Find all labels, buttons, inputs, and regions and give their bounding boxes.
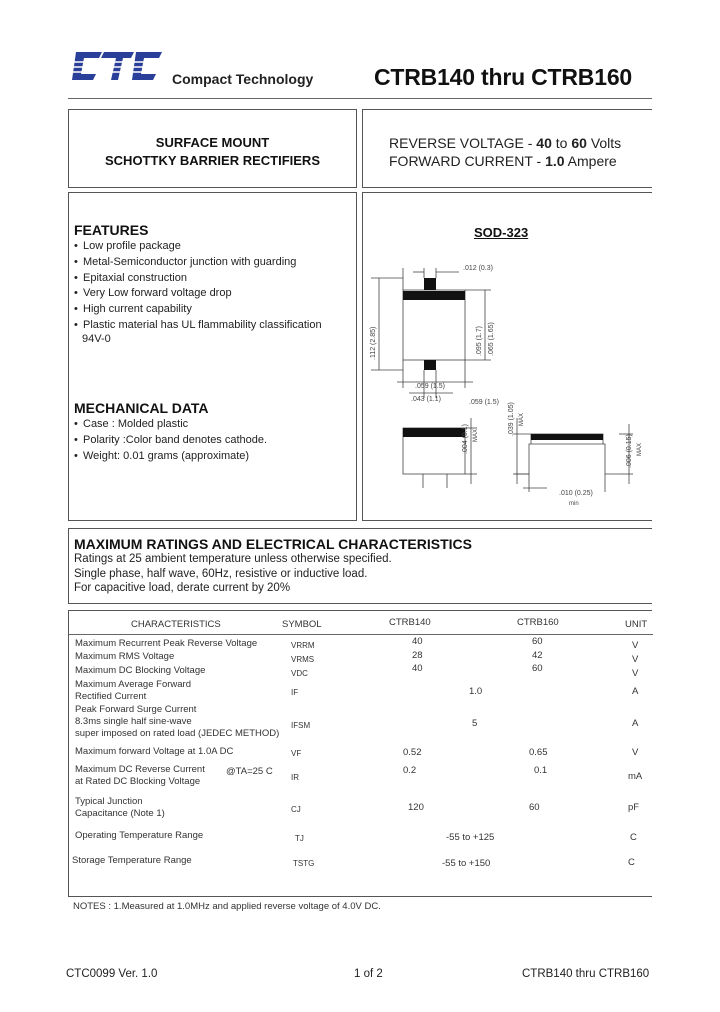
- table-header-divider: [69, 634, 653, 635]
- ratings-note-2: Single phase, half wave, 60Hz, resistive or inductive load.: [74, 568, 368, 580]
- row-symbol: TSTG: [293, 859, 315, 868]
- footer-page-number: 1 of 2: [354, 968, 383, 980]
- dim-label: .095 (1.7): [476, 326, 483, 356]
- row-value-ctrb140: 28: [412, 650, 423, 661]
- dim-label: .043 (1.1): [411, 396, 441, 403]
- ratings-intro-box: [68, 528, 652, 604]
- feature-item: • Low profile package: [74, 239, 354, 255]
- ratings-note-3: For capacitive load, derate current by 20%: [74, 582, 291, 594]
- features-title: FEATURES: [74, 222, 149, 238]
- feature-item: • Very Low forward voltage drop: [74, 286, 354, 302]
- header-divider: [68, 98, 652, 99]
- col-header-symbol: SYMBOL: [282, 619, 322, 630]
- row-characteristic: Maximum RMS Voltage: [75, 651, 175, 662]
- row-characteristic: Maximum DC Blocking Voltage: [75, 665, 206, 676]
- dim-label: .065 (1.65): [488, 322, 495, 356]
- dim-label: min: [569, 501, 579, 507]
- forward-current-spec: FORWARD CURRENT - 1.0 Ampere: [389, 153, 617, 169]
- characteristics-table: [68, 610, 652, 897]
- row-value-shared: -55 to +125: [446, 832, 495, 843]
- row-value-shared: 1.0: [469, 686, 483, 697]
- mechanical-item: • Case : Molded plastic: [74, 417, 354, 433]
- dim-label: .004 (0.1): [462, 424, 469, 454]
- dim-label: .006 (0.15): [626, 434, 633, 468]
- footer-doc-id: CTC0099 Ver. 1.0: [66, 968, 158, 980]
- mechanical-item: • Weight: 0.01 grams (approximate): [74, 449, 354, 465]
- row-characteristic: Maximum DC Reverse Current: [75, 764, 205, 775]
- row-symbol: IFSM: [291, 721, 311, 730]
- row-value-ctrb140: 40: [412, 663, 423, 674]
- ratings-title: MAXIMUM RATINGS AND ELECTRICAL CHARACTERISTICS: [74, 536, 472, 552]
- dim-label: MAX: [519, 412, 525, 426]
- row-value-shared: 5: [472, 718, 478, 729]
- ratings-note-1: Ratings at 25 ambient temperature unless otherwise specified.: [74, 553, 392, 565]
- dim-label: .112 (2.85): [370, 326, 377, 360]
- row-unit: V: [632, 747, 639, 758]
- ctc-logo: [72, 44, 162, 88]
- row-characteristic-cont: Capacitance (Note 1): [75, 808, 165, 819]
- row-value-ctrb160: 0.65: [529, 747, 548, 758]
- table-notes: NOTES : 1.Measured at 1.0MHz and applied reverse voltage of 4.0V DC.: [73, 901, 381, 912]
- mechanical-title: MECHANICAL DATA: [74, 400, 209, 416]
- row-value-ctrb140: 120: [408, 802, 424, 813]
- row-symbol: IR: [291, 773, 299, 782]
- col-header-unit: UNIT: [625, 619, 648, 630]
- spec-box: [362, 109, 652, 188]
- mechanical-item: • Polarity :Color band denotes cathode.: [74, 433, 354, 449]
- row-characteristic-cont: super imposed on rated load (JEDEC METHOD): [75, 728, 280, 739]
- col-header-ctrb160: CTRB160: [517, 617, 559, 628]
- dim-label: .010 (0.25): [559, 490, 593, 497]
- row-symbol: TJ: [295, 834, 304, 843]
- row-value-ctrb140: 40: [412, 636, 423, 647]
- row-value-ctrb160: 60: [532, 663, 543, 674]
- dim-label: .059 (1.5): [469, 399, 499, 406]
- row-value-ctrb160: 60: [532, 636, 543, 647]
- row-condition: @TA=25 C: [226, 766, 273, 777]
- row-symbol: VRRM: [291, 641, 315, 650]
- dim-label: .012 (0.3): [463, 265, 493, 272]
- row-characteristic: Operating Temperature Range: [75, 830, 204, 841]
- row-value-shared: -55 to +150: [442, 858, 491, 869]
- row-symbol: VRMS: [291, 655, 315, 664]
- row-characteristic-cont: 8.3ms single half sine-wave: [75, 716, 192, 727]
- row-characteristic: Typical Junction: [75, 796, 143, 807]
- reverse-voltage-spec: REVERSE VOLTAGE - 40 to 60 Volts: [389, 135, 622, 151]
- col-header-characteristics: CHARACTERISTICS: [131, 619, 221, 630]
- row-symbol: VF: [291, 749, 302, 758]
- row-unit: A: [632, 718, 639, 729]
- row-unit: mA: [628, 771, 643, 782]
- dim-label: MAX: [637, 442, 643, 456]
- row-value-ctrb160: 42: [532, 650, 543, 661]
- col-header-ctrb140: CTRB140: [389, 617, 431, 628]
- mechanical-list: [74, 417, 354, 464]
- dim-label: .039 (1.05): [508, 402, 515, 436]
- row-characteristic: Maximum forward Voltage at 1.0A DC: [75, 746, 234, 757]
- feature-item: • Plastic material has UL flammability classification: [74, 318, 354, 334]
- feature-item-cont: 94V-0: [82, 333, 111, 345]
- row-symbol: IF: [291, 688, 299, 697]
- row-symbol: VDC: [291, 669, 308, 678]
- dim-label: .059 (1.5): [415, 383, 445, 390]
- row-value-ctrb160: 60: [529, 802, 540, 813]
- features-box: [68, 192, 357, 521]
- dim-label: MAX: [473, 428, 479, 442]
- row-unit: A: [632, 686, 639, 697]
- package-name: SOD-323: [474, 225, 529, 240]
- feature-item: • Metal-Semiconductor junction with guarding: [74, 255, 354, 271]
- product-line-2: SCHOTTKY BARRIER RECTIFIERS: [105, 153, 320, 168]
- row-unit: V: [632, 668, 639, 679]
- row-characteristic-cont: Rectified Current: [75, 691, 147, 702]
- part-range-title: CTRB140 thru CTRB160: [374, 64, 632, 90]
- row-value-ctrb140: 0.2: [403, 765, 417, 776]
- features-list: [74, 239, 354, 334]
- product-name-box: [68, 109, 357, 188]
- row-value-ctrb160: 0.1: [534, 765, 548, 776]
- package-drawing-box: [362, 192, 652, 521]
- product-line-1: SURFACE MOUNT: [155, 135, 270, 150]
- row-characteristic: Peak Forward Surge Current: [75, 704, 197, 715]
- company-name: Compact Technology: [172, 71, 314, 87]
- row-characteristic: Maximum Average Forward: [75, 679, 191, 690]
- row-unit: V: [632, 654, 639, 665]
- row-characteristic: Maximum Recurrent Peak Reverse Voltage: [75, 638, 258, 649]
- row-value-ctrb140: 0.52: [403, 747, 422, 758]
- feature-item: • High current capability: [74, 302, 354, 318]
- row-characteristic-cont: at Rated DC Blocking Voltage: [75, 776, 201, 787]
- package-outline-drawing: [363, 248, 651, 518]
- row-unit: pF: [628, 802, 640, 813]
- feature-item: • Epitaxial construction: [74, 271, 354, 287]
- row-characteristic: Storage Temperature Range: [72, 855, 192, 866]
- row-symbol: CJ: [291, 805, 301, 814]
- row-unit: C: [628, 857, 635, 868]
- footer-part-range: CTRB140 thru CTRB160: [522, 968, 650, 980]
- row-unit: V: [632, 640, 639, 651]
- row-unit: C: [630, 832, 637, 843]
